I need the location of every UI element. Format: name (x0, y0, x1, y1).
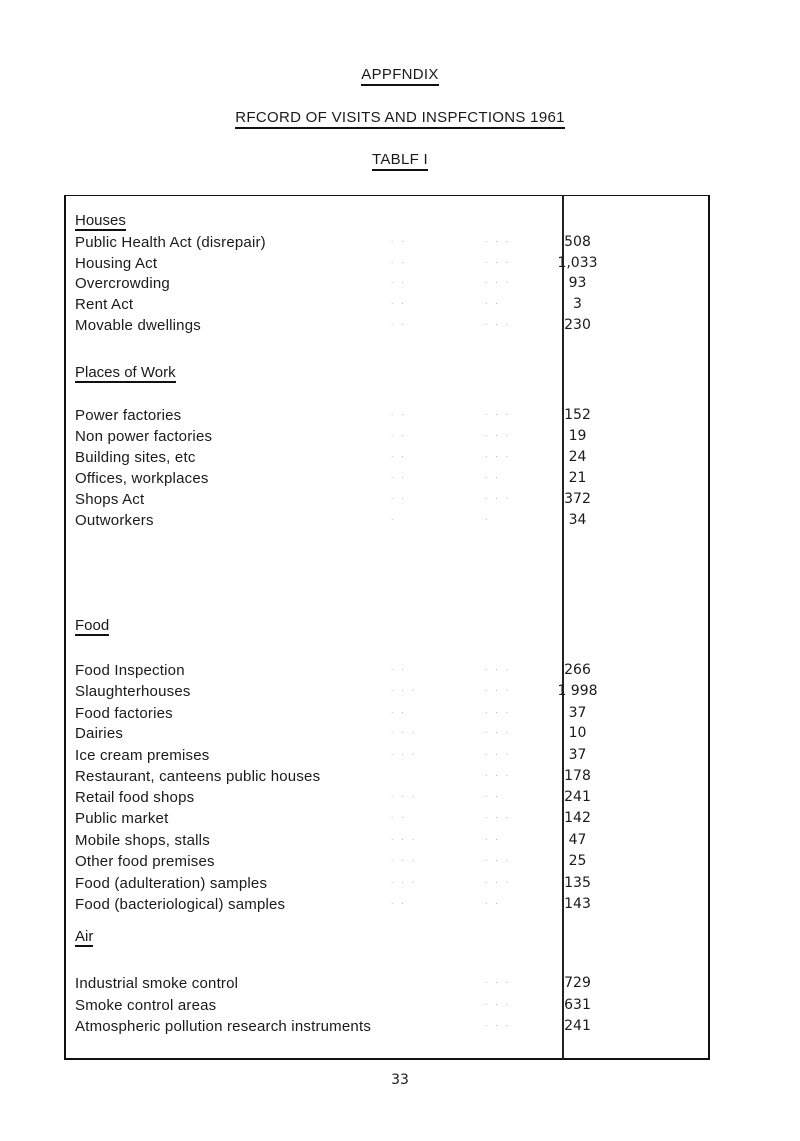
row-value: 37 (568, 705, 587, 721)
table-row: Ice cream premises . . . . . . 37 (75, 747, 635, 769)
table-row: Offices, workplaces . . . . 21 (75, 470, 635, 492)
table-row: Overcrowding . . . . . 93 (75, 275, 635, 297)
row-label: Food (adulteration) samples (75, 875, 268, 892)
table-row: Building sites, etc . . . . . 24 (75, 449, 635, 471)
table-title: TABLF I (0, 151, 800, 168)
row-label: Overcrowding (75, 275, 170, 292)
section-heading-places-of-work: Places of Work (75, 364, 176, 381)
row-value: 135 (564, 875, 591, 891)
row-label: Non power factories (75, 428, 213, 445)
row-label: Ice cream premises (75, 747, 210, 764)
row-value: 372 (564, 491, 591, 507)
row-value: 25 (568, 853, 587, 869)
row-value: 142 (564, 810, 591, 826)
table-row: Non power factories . . . . . 19 (75, 428, 635, 450)
table-row: Rent Act . . . . 3 (75, 296, 635, 318)
row-label: Outworkers (75, 512, 154, 529)
table-row: Other food premises . . . . . . 25 (75, 853, 635, 875)
row-value: 266 (564, 662, 591, 678)
table-row: Movable dwellings . . . . . 230 (75, 317, 635, 339)
row-label: Food Inspection (75, 662, 185, 679)
row-value: 1 998 (557, 683, 598, 699)
row-value: 37 (568, 747, 587, 763)
table-row: Public Health Act (disrepair) . . . . . 508 (75, 234, 635, 256)
row-value: 24 (568, 449, 587, 465)
page-number: 33 (391, 1072, 409, 1088)
table-row: Slaughterhouses . . . . . . 1 998 (75, 683, 635, 705)
row-label: Public Health Act (disrepair) (75, 234, 266, 251)
row-value: 508 (564, 234, 591, 250)
row-value: 178 (564, 768, 591, 784)
table-row: Food Inspection . . . . . 266 (75, 662, 635, 684)
table-row: Industrial smoke control . . . 729 (75, 975, 635, 997)
row-value: 1,033 (557, 255, 598, 271)
row-label: Slaughterhouses (75, 683, 191, 700)
table-row: Dairies . . . . . . 10 (75, 725, 635, 747)
table-row: Food factories . . . . . 37 (75, 705, 635, 727)
row-label: Smoke control areas (75, 997, 217, 1014)
row-label: Power factories (75, 407, 182, 424)
row-value: 241 (564, 789, 591, 805)
row-label: Atmospheric pollution research instruments (75, 1018, 372, 1035)
row-label: Mobile shops, stalls (75, 832, 210, 849)
row-label: Building sites, etc (75, 449, 196, 466)
row-value: 152 (564, 407, 591, 423)
row-label: Housing Act (75, 255, 158, 272)
row-value: 47 (568, 832, 587, 848)
table-row: Atmospheric pollution research instruments . . . 241 (75, 1018, 635, 1040)
table-row: Mobile shops, stalls . . . . . 47 (75, 832, 635, 854)
row-label: Food factories (75, 705, 173, 722)
row-label: Rent Act (75, 296, 134, 313)
row-label: Industrial smoke control (75, 975, 239, 992)
row-label: Other food premises (75, 853, 215, 870)
table-row: Restaurant, canteens public houses . . . 178 (75, 768, 635, 790)
row-value: 729 (564, 975, 591, 991)
row-value: 21 (568, 470, 587, 486)
record-title: RFCORD OF VISITS AND INSPFCTIONS 1961 (0, 109, 800, 126)
table-row: Public market . . . . . 142 (75, 810, 635, 832)
row-label: Dairies (75, 725, 124, 742)
row-label: Public market (75, 810, 169, 827)
row-value: 34 (568, 512, 587, 528)
table-row: Shops Act . . . . . 372 (75, 491, 635, 513)
row-value: 3 (573, 296, 582, 312)
row-label: Offices, workplaces (75, 470, 209, 487)
row-label: Restaurant, canteens public houses (75, 768, 321, 785)
table-row: Smoke control areas . . . 631 (75, 997, 635, 1019)
row-value: 230 (564, 317, 591, 333)
row-value: 93 (568, 275, 587, 291)
table-row: Outworkers . . 34 (75, 512, 635, 534)
row-value: 10 (568, 725, 587, 741)
table-row: Power factories . . . . . 152 (75, 407, 635, 429)
table-row: Food (bacteriological) samples . . . . 143 (75, 896, 635, 918)
row-value: 241 (564, 1018, 591, 1034)
section-heading-air: Air (75, 928, 94, 945)
row-label: Retail food shops (75, 789, 195, 806)
table-row: Retail food shops . . . . . 241 (75, 789, 635, 811)
row-label: Food (bacteriological) samples (75, 896, 286, 913)
table-row: Housing Act . . . . . 1,033 (75, 255, 635, 277)
row-value: 631 (564, 997, 591, 1013)
table-row: Food (adulteration) samples . . . . . . 135 (75, 875, 635, 897)
section-heading-houses: Houses (75, 212, 126, 229)
row-value: 143 (564, 896, 591, 912)
row-label: Shops Act (75, 491, 145, 508)
section-heading-food: Food (75, 617, 110, 634)
row-value: 19 (568, 428, 587, 444)
appendix-title: APPFNDIX (0, 66, 800, 83)
row-label: Movable dwellings (75, 317, 201, 334)
